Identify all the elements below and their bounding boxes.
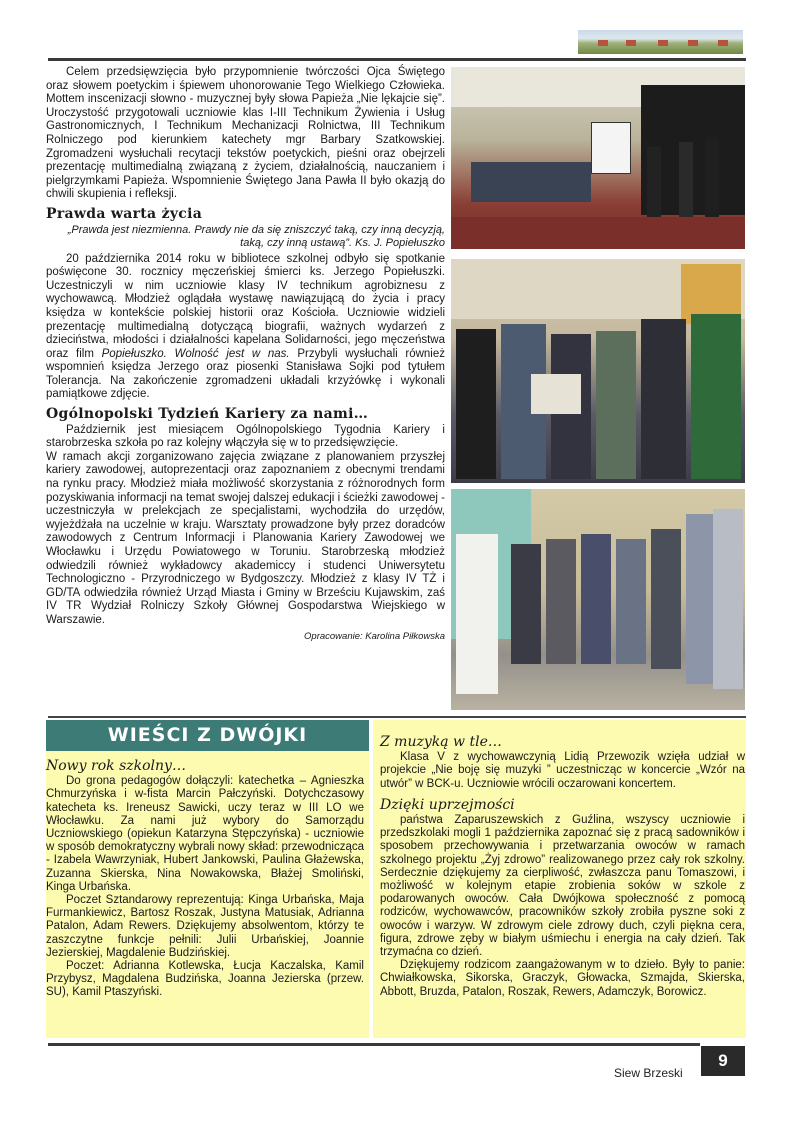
article3-p2: W ramach akcji zorganizowano zajęcia związane z planowaniem przyszłej kariery zawodowej, autoprezentacji oraz zapoznaniem z obecnymi trendami na rynku pracy. Młodzież miała możliwość skorzystania z różnorodnych form pozyskiwania informacji na temat swojej dalszej edukacji i ścieżki zawodowej - uczestniczyła w prelekcjach ze specjalistami, wychodziła do urzędów, wyjeżdżała na uczelnie w kraju. Warsztaty prowadzone były przez doradców zawodowych z Centrum Informacji i Planowania Kariery Zawodowej we Włocławku i Urzędu Powiatowego w Toruniu. Starobrzeską młodzież odwiedzili również wykładowcy akademiccy i studenci Uniwersytetu Technologiczno - Przyrodniczego w Bydgoszczy. Młodzież z klasy IV TŻ i GD/TA odwiedziła również Urząd Miasta i Gminy w Brześciu Kujawskim, zaś IV TR Wydział Rolniczy Szkoły Głównej Gospodarstwa Wiejskiego w Warszawie. <box>46 450 445 626</box>
photo-group-library <box>451 259 745 483</box>
section-new-year-title: Nowy rok szkolny… <box>46 758 186 774</box>
publication-name: Siew Brzeski <box>614 1066 683 1080</box>
section-music-p1: Klasa V z wychowawczynią Lidią Przewozik wzięła udział w projekcie „Nie boję się muzyki ” uczestnicząc w koncercie „Wzór na utwór” w BCK-u. Uczniowie wrócili oczarowani koncertem. <box>380 751 745 790</box>
section-new-year-p3: Poczet: Adrianna Kotlewska, Łucja Kaczalska, Kamil Przybysz, Magdalena Budzińska, Joanna Jezierska (przew. SU), Kamil Ptaszyński. <box>46 960 364 999</box>
article3-credit: Opracowanie: Karolina Piłkowska <box>304 630 445 642</box>
section-divider <box>48 716 746 718</box>
article2-title: Prawda warta życia <box>46 205 203 222</box>
section-music-title: Z muzyką w tle… <box>380 734 502 750</box>
article3-title: Ogólnopolski Tydzień Kariery za nami… <box>46 406 369 423</box>
header-photo <box>578 30 743 54</box>
article2-quote: „Prawda jest niezmienna. Prawdy nie da się zniszczyć taką, czy inną decyzją, taką, czy inną ustawą”. Ks. J. Popiełuszko <box>67 223 445 249</box>
section-thanks-p1: państwa Zaparuszewskich z Guźlina, wszyscy uczniowie i przedszkolaki mogli 1 października zapoznać się z pracą sadowników i sposobem przechowywania i przetwarzania owoców w ramach szkolnego projektu „Żyj zdrowo” realizowanego przez cały rok szkolny. Serdecznie dziękujemy za cierpliwość, zwłaszcza panu Tomaszowi, i możliwość w kolejnym etapie zrobienia soków w szkole z podarowanych owoców. Cała Dwójkowa społeczność z pomocą rodziców, wychowawców, pracowników szkoły zrobiła pyszne soki z owoców i warzyw. W zdrowym ciele zdrowy duch, czyli piękna cera, figura, zdrowe zęby w białym uśmiechu i energia na cały dzień. Tak trzymaćna co dzień. <box>380 814 745 959</box>
left-column <box>46 66 445 643</box>
article3-p1: Październik jest miesiącem Ogólnopolskiego Tygodnia Kariery i starobrzeska szkoła po raz kolejny włączyła się w to przedsięwzięcie. <box>46 423 445 450</box>
section-thanks-title: Dzięki uprzejmości <box>380 796 515 813</box>
bottom-rule <box>48 1043 700 1046</box>
film-title: Popiełuszko. Wolność jest w nas. <box>101 347 290 360</box>
section-new-year-p2: Poczet Sztandarowy reprezentują: Kinga Urbańska, Maja Furmankiewicz, Bartosz Roszak, Justyna Matusiak, Adrianna Patalon, Adam Rewers. Dziękujemy absolwentom, którzy te zaszczytne funkcje pełnili: Julii Urbańskiej, Joannie Jezierskiej, Magdalenie Budzińskiej. <box>46 894 364 959</box>
section-new-year-p1: Do grona pedagogów dołączyli: katechetka – Agnieszka Chmurzyńska i w-fista Marcin Pałczyński. Dotychczasowy katecheta ks. Ireneusz Sawicki, uczy teraz w III LO we Włocławku. Za nami już wybory do Samorządu Uczniowskiego (opiekun Katarzyna Stępczyńska) - uczniowie w sposób demokratyczny wybrali nowy skład: przewodnicząca - Izabela Wawrzyniak, Hubert Jankowski, Paulina Głażewska, Zuzanna Skierska, Nina Nowakowska, Błażej Smoliński, Kinga Urbańska. <box>46 775 364 893</box>
section-thanks-p2: Dziękujemy rodzicom zaangażowanym w to dzieło. Były to panie: Chwiałkowska, Sikorska, Graczyk, Głowacka, Szmajda, Skierska, Abbott, Bruzda, Patalon, Roszak, Rewers, Adamczyk, Borowicz. <box>380 959 745 998</box>
page-number: 9 <box>701 1046 745 1076</box>
photo-group-corridor <box>451 489 745 710</box>
dwojka-right-text <box>380 734 745 999</box>
article2-text: 20 października 2014 roku w bibliotece szkolnej odbyło się spotkanie poświęcone 30. rocznicy męczeńskiej śmierci ks. Jerzego Popiełuszki. Uczestniczyli w nim uczniowie klasy IV technikum agrobiznesu z wychowawcą. Młodzież oglądała wystawę nawiązującą do życia i pracy księdza w kontekście polskiej historii oraz Kościoła. Uczniowie widzieli prezentację multimedialną dotyczącą biografii, ważnych wydarzeń z dzieciństwa, młodości i działalności kapelana Solidarności, jego męczeństwa oraz film Popiełuszko. Wolność jest w nas. Przybyli wysłuchali również wspomnień księdza Jerzego oraz piosenki Stanisława Sojki pod tytułem Tolerancja. Na zakończenie zgromadzeni układali krzyżówkę i wykonali pamiątkowe zdjęcie. <box>46 252 445 401</box>
top-rule <box>48 58 746 61</box>
column-separator <box>369 720 371 1038</box>
photo-stage-performance <box>451 67 745 249</box>
dwojka-left-text <box>46 758 364 1000</box>
dwojka-banner: WIEŚCI Z DWÓJKI <box>46 720 369 751</box>
article1-text: Celem przedsięwzięcia było przypomnienie twórczości Ojca Świętego oraz słowem poetyckim i śpiewem uhonorowanie Tego Wielkiego Człowieka. Mottem inscenizacji słowno - muzycznej były słowa Papieża „Nie lękajcie się”. Uroczystość przygotowali uczniowie klas I-III Technikum Żywienia i Usług Gastronomicznych, I Technikum Mechanizacji Rolnictwa, III Technikum Rolniczego pod kierunkiem katechety mgr Barbary Szatkowskiej. Zgromadzeni wysłuchali recytacji tekstów poetyckich, pieśni oraz obejrzeli prezentację multimedialną związaną z życiem, działalnością, nauczaniem i pielgrzymkami Papieża. Wspomnienie Świętego Jana Pawła II było okazją do chwili skupienia i refleksji. <box>46 66 445 201</box>
